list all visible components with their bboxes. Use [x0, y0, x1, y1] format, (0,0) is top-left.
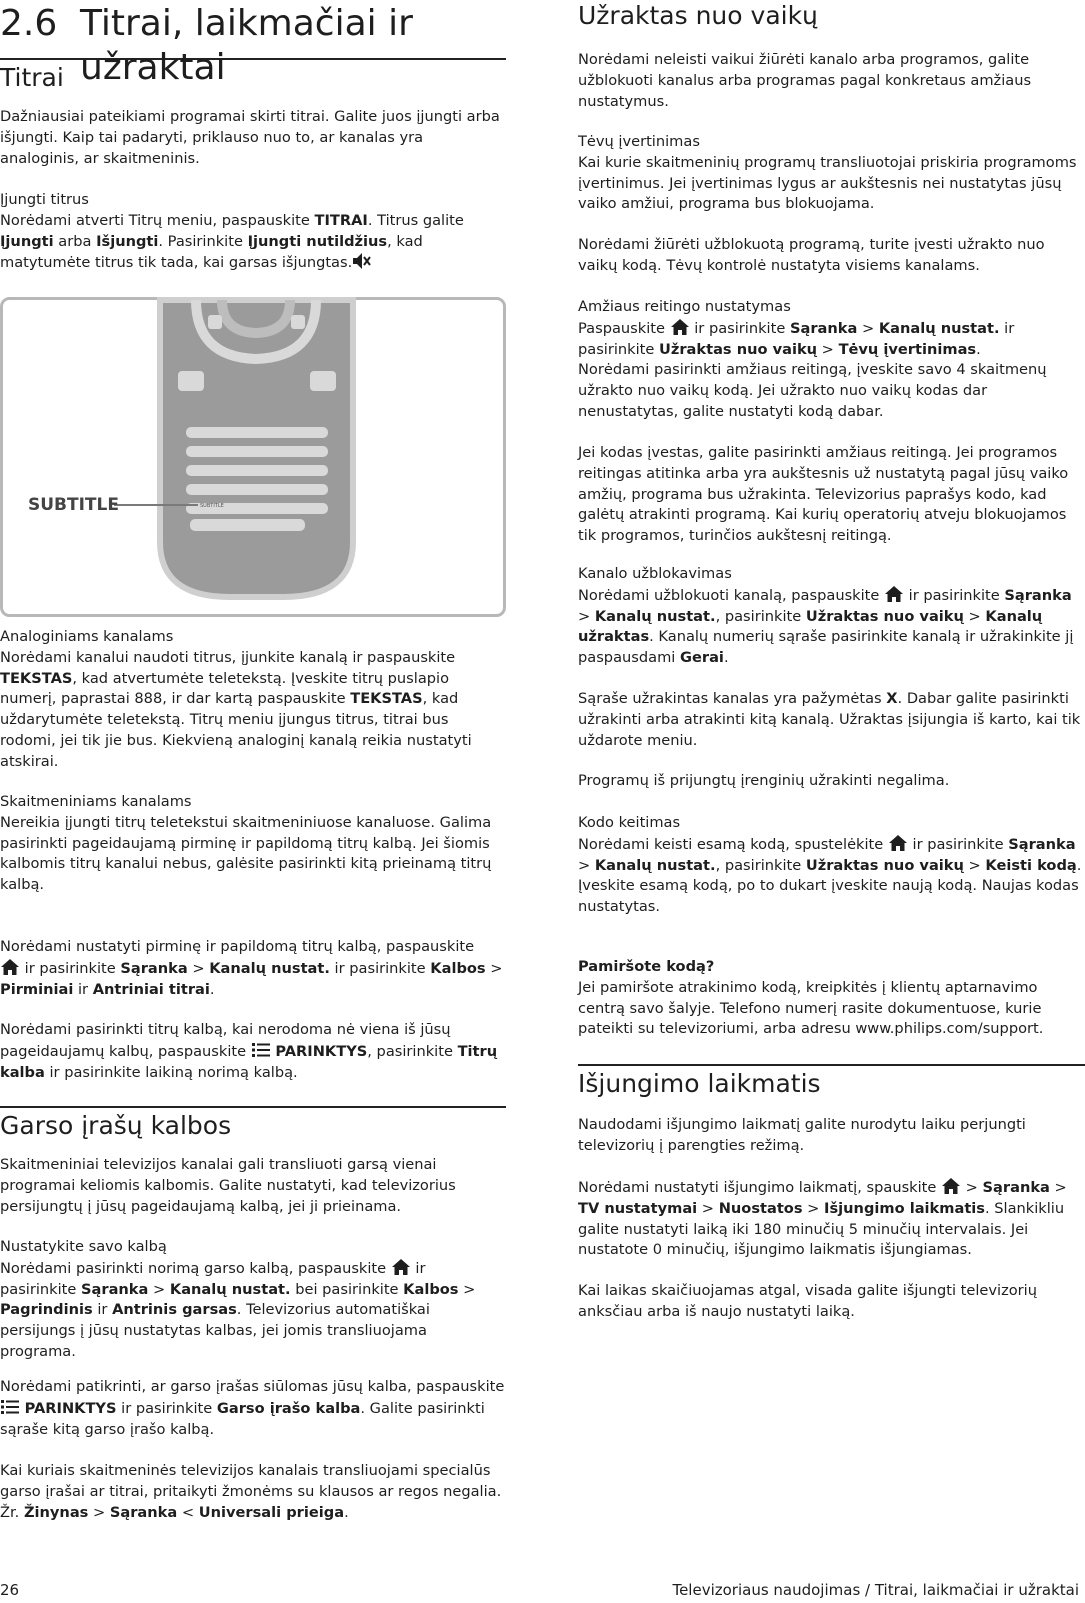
pamirsote-text: Jei pamiršote atrakinimo kodą, kreipkitės į klientų aptarnavimo centrą savo šalyje. Telefono numerį rasite dokumentuose, kurie pateikti su televizoriumi, arba adresu www.philips.com/support.: [578, 978, 1044, 1038]
subtitle-callout-label: SUBTITLE: [28, 495, 119, 515]
tevu-text: Kai kurie skaitmeninių programų transliuotojai priskiria programoms įvertinimus. Jei įvertinimas lygus ar aukštesnis nei nustatytas jūsų vaiko amžiui, programa bus blokuojama.: [578, 153, 1077, 213]
isjungimo-atgal-text: Kai laikas skaičiuojamas atgal, visada galite išjungti televizorių anksčiau arba iš naujo nustatyti laiką.: [578, 1282, 1037, 1320]
digital-text: Nereikia įjungti titrų teletekstui skaitmeniniuose kanaluose. Galima pasirinkti pageidaujamą pirminę ir papildomą titrų kalbą. Jei šiomis kalbomis titrų kanalui nebus, galėsite pasirinkti kitą prieinamą titrų kalbą.: [0, 813, 492, 894]
kodo-text: Norėdami keisti esamą kodą, spustelėkite ir pasirinkite Sąranka > Kanalų nustat., pasirinkite Užraktas nuo vaikų > Keisti kodą. Įveskite esamą kodą, po to dukart įveskite naują kodą. Naujas kodas nustatytas.: [578, 835, 1082, 916]
specialus-text: Kai kuriais skaitmeninės televizijos kanalais transliuojami specialūs garso įrašai ar titrai, pritaikyti žmonėms su klausos ar regos negalia. Žr. Žinynas > Sąranka < Universali prieiga.: [0, 1462, 502, 1521]
tevu-section: [578, 132, 1085, 215]
options-list-icon: [251, 1041, 271, 1059]
mute-icon: [352, 252, 372, 270]
amziaus-title: Amžiaus reitingo nustatymas: [578, 298, 791, 315]
home-icon: [888, 834, 908, 852]
isjungimo-nustatyti-text: Norėdami nustatyti išjungimo laikmatį, spauskite > Sąranka > TV nustatymai > Nuostatos > Išjungimo laikmatis. Slankikliu galite nustatyti laiką iki 180 minučių 5 minučių intervalais. Jei nustatote 0 minučių, išjungimo laikmatis išjungiamas.: [578, 1179, 1067, 1259]
nustatykite-text: Norėdami pasirinkti norimą garso kalbą, paspauskite ir pasirinkite Sąranka > Kanalų nustat. bei pasirinkite Kalbos > Pagrindinis ir Antrinis garsas. Televizorius automatiškai persijungs į jūsų nustatytas kalbas, jei jomis transliuojama programa.: [0, 1259, 476, 1360]
kanalo-text: Norėdami užblokuoti kanalą, paspauskite ir pasirinkite Sąranka > Kanalų nustat., pasirinkite Užraktas nuo vaikų > Kanalų užraktas. Kanalų numerių sąraše pasirinkite kanalą ir užrakinkite jį paspausdami Gerai.: [578, 586, 1074, 667]
ijungti-titrus-title: Įjungti titrus: [0, 191, 89, 208]
temporary-subtitle-language-text: Norėdami pasirinkti titrų kalbą, kai nerodoma nė viena iš jūsų pageidaujamų kalbų, paspauskite PARINKTYS, pasirinkite Titrų kalba ir pasirinkite laikiną norimą kalbą.: [0, 1021, 498, 1081]
uzraktas-intro: Norėdami neleisti vaikui žiūrėti kanalo arba programos, galite užblokuoti kanalus arba programas pagal konkretaus amžiaus nustatymus.: [578, 51, 1032, 110]
amziaus-section: [578, 297, 1085, 423]
chapter-heading: [0, 2, 506, 88]
digital-section: [0, 792, 506, 896]
remote-illustration: [0, 297, 506, 617]
isjungimo-heading: Išjungimo laikmatis: [578, 1069, 821, 1098]
section-rule: [578, 1064, 1085, 1066]
sarase-text: Sąraše užrakintas kanalas yra pažymėtas X. Dabar galite pasirinkti užrakinti arba atrakinti kitą kanalą. Užraktas įsijungia iš karto, kai tik uždarote meniu.: [578, 690, 1081, 749]
options-list-icon: [0, 1398, 20, 1416]
uzraktas-heading: Užraktas nuo vaikų: [578, 1, 818, 30]
chapter-number: 2.6: [0, 3, 58, 44]
amziaus-text: Paspauskite ir pasirinkite Sąranka > Kanalų nustat. ir pasirinkite Užraktas nuo vaikų > Tėvų įvertinimas. Norėdami pasirinkti amžiaus reitingą, įveskite savo 4 skaitmenų užrakto nuo vaikų kodą. Jei užrakto nuo vaikų kodas dar nenustatytas, galite nustatyti kodą dabar.: [578, 319, 1047, 420]
jei-kodas-text: Jei kodas įvestas, galite pasirinkti amžiaus reitingą. Jei programos reitingas atitinka arba yra aukštesnis už nustatytą pagal jūsų vaiko amžių, programa bus užrakinta. Televizorius paprašys kodo, kad galėtų atrakinti programą. Kai kurių operatorių atveju blokuojamos tik programos, turinčios aukštesnį reitingą.: [578, 444, 1069, 545]
titrai-heading: Titrai: [0, 63, 64, 92]
tevu-title: Tėvų įvertinimas: [578, 133, 700, 150]
home-icon: [884, 585, 904, 603]
kanalo-section: [578, 564, 1085, 669]
garso-intro: Skaitmeniniai televizijos kanalai gali transliuoti garsą vienai programai keliomis kalbomis. Galite nustatyti, kad televizorius persijungtų į jūsų pageidaujamą kalbą, jei ji prieinama.: [0, 1156, 456, 1215]
nustatykite-title: Nustatykite savo kalbą: [0, 1238, 167, 1255]
set-subtitle-language-text: Norėdami nustatyti pirminę ir papildomą titrų kalbą, paspauskite ir pasirinkite Sąranka > Kanalų nustat. ir pasirinkite Kalbos > Pirminiai ir Antriniai titrai.: [0, 938, 503, 998]
analog-title: Analoginiams kanalams: [0, 628, 174, 645]
garso-heading: Garso įrašų kalbos: [0, 1111, 232, 1140]
analog-text: Norėdami kanalui naudoti titrus, įjunkite kanalą ir paspauskite TEKSTAS, kad atvertumėte teletekstą. Įveskite titrų puslapio numerį, paprastai 888, ir dar kartą paspauskite TEKSTAS, kad uždarytumėte teletekstą. Titrų meniu įjungus titrus, titrai bus rodomi, jei tik jie bus. Kiekvieną analoginį kanalą reikia nustatyti atskirai.: [0, 648, 472, 770]
home-icon: [391, 1258, 411, 1276]
digital-title: Skaitmeniniams kanalams: [0, 793, 192, 810]
ijungti-titrus-text: Norėdami atverti Titrų meniu, paspauskite TITRAI. Titrus galite Įjungti arba Išjungti. Pasirinkite Įjungti nutildžius, kad matytumėte titrus tik tada, kai garsas išjungtas.: [0, 211, 464, 272]
ziureti-text: Norėdami žiūrėti užblokuotą programą, turite įvesti užrakto nuo vaikų kodą. Tėvų kontrolė nustatyta visiems kanalams.: [578, 236, 1045, 274]
home-icon: [941, 1177, 961, 1195]
page-number: 26: [0, 1581, 20, 1599]
programu-text: Programų iš prijungtų įrenginių užrakinti negalima.: [578, 772, 950, 789]
titrai-intro: Dažniausiai pateikiami programai skirti titrai. Galite juos įjungti arba išjungti. Kaip tai padaryti, priklauso nuo to, ar kanalas yra analoginis, ar skaitmeninis.: [0, 108, 500, 167]
chapter-title: Titrai, laikmačiai ir užraktai: [80, 3, 413, 88]
pamirsote-title: Pamiršote kodą?: [578, 958, 715, 975]
home-icon: [670, 318, 690, 336]
home-icon: [0, 958, 20, 976]
kanalo-title: Kanalo užblokavimas: [578, 565, 732, 582]
analog-section: [0, 627, 506, 773]
pamirsote-section: [578, 957, 1085, 1040]
ijungti-titrus-section: [0, 190, 506, 274]
footer-breadcrumb: Televizoriaus naudojimas / Titrai, laikmačiai ir užraktai: [672, 1581, 1079, 1599]
kodo-title: Kodo keitimas: [578, 814, 681, 831]
nustatykite-section: [0, 1237, 506, 1363]
isjungimo-intro: Naudodami išjungimo laikmatį galite nurodytu laiku perjungti televizorių į parengties režimą.: [578, 1116, 1026, 1154]
remote-subtitle-button-text: SUBTITLE: [200, 503, 224, 509]
section-rule: [0, 1106, 506, 1108]
kodo-section: [578, 813, 1085, 918]
patikrinti-text: Norėdami patikrinti, ar garso įrašas siūlomas jūsų kalba, paspauskite PARINKTYS ir pasirinkite Garso įrašo kalba. Galite pasirinkti sąraše kitą garso įrašo kalbą.: [0, 1378, 505, 1438]
